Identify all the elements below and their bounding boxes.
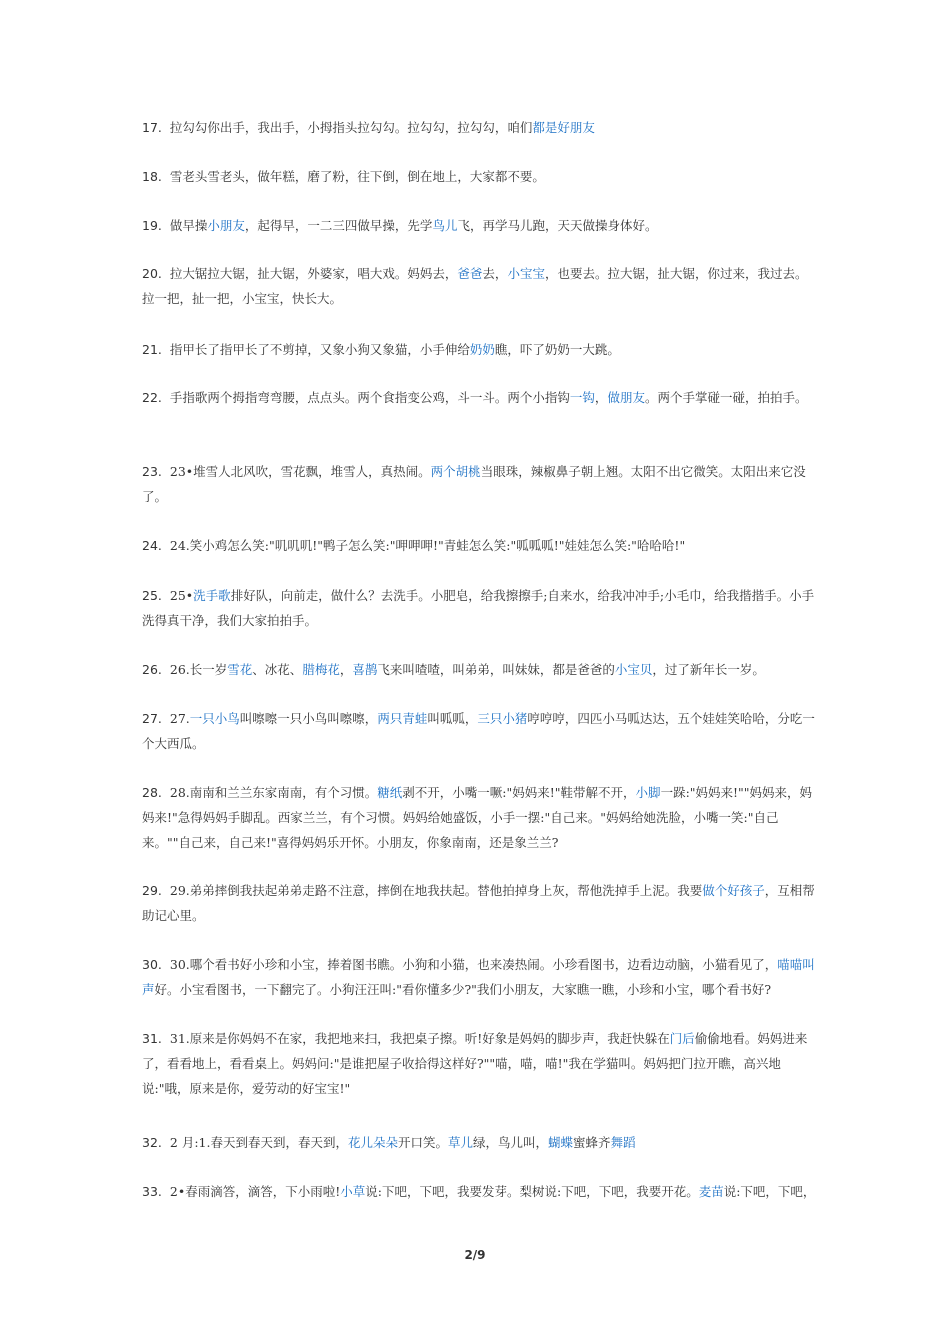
list-item (142, 1179, 817, 1204)
list-item (142, 261, 817, 311)
item-text: ， (594, 390, 608, 405)
item-text: 24.笑小鸡怎么笑:"叽叽叽!"鸭子怎么笑:"呷呷呷!"青蛙怎么笑:"呱呱呱!"娃娃怎么笑:"哈哈哈!" (169, 538, 686, 553)
item-text: 说:下吧，下吧， (723, 1184, 816, 1199)
item-text: 一跺:"妈妈来!""妈妈来，妈妈来!"急得妈妈手脚乱。西家兰兰，有个习惯。妈妈给她盛饭，小手一摆:"自己来。"妈妈给她洗脸，小嘴一笑:"自己来。""自己来，自己来!"喜得妈妈乐开怀。小朋友，你象南南，还是象兰兰? (142, 785, 813, 850)
item-text: 瞧，吓了奶奶一大跳。 (494, 342, 620, 357)
highlighted-link[interactable]: 喵喵叫声 (142, 957, 815, 997)
item-text: 飞，再学马儿跑，天天做操身体好。 (457, 218, 658, 233)
item-text: 绿，鸟儿叫， (473, 1135, 549, 1150)
highlighted-link[interactable]: 雪花 (227, 662, 253, 677)
item-number: 23. (142, 464, 162, 479)
item-number: 27. (142, 711, 162, 726)
highlighted-link[interactable]: 糖纸 (377, 785, 403, 800)
highlighted-link[interactable]: 做个好孩子 (702, 883, 765, 898)
highlighted-link[interactable]: 小草 (340, 1184, 366, 1199)
highlighted-link[interactable]: 草儿 (448, 1135, 474, 1150)
item-number: 25. (142, 588, 162, 603)
highlighted-link[interactable]: 小宝宝 (507, 266, 545, 281)
list-item (142, 385, 817, 410)
item-text: 。两个手掌碰一碰，拍拍手。 (644, 390, 808, 405)
item-text: 26.长一岁 (169, 662, 228, 677)
item-text: 手指歌两个拇指弯弯腰，点点头。两个食指变公鸡，斗一斗。两个小指钩 (169, 390, 570, 405)
item-text: 好。小宝看图书，一下翻完了。小狗汪汪叫:"看你懂多少?"我们小朋友，大家瞧一瞧，小珍和小宝，哪个看书好? (154, 982, 772, 997)
item-text: ，也要去。拉大锯，扯大锯，你过来，我过去。拉一把，扯一把，小宝宝，快长大。 (142, 266, 808, 306)
highlighted-link[interactable]: 洗手歌 (193, 588, 231, 603)
highlighted-link[interactable]: 小宝贝 (614, 662, 653, 677)
list-item (142, 213, 817, 238)
item-text: 飞来叫喳喳，叫弟弟，叫妹妹，都是爸爸的 (377, 662, 615, 677)
item-number: 30. (142, 957, 162, 972)
item-text: 23•堆雪人北风吹，雪花飘，堆雪人，真热闹。 (169, 464, 431, 479)
item-text: 蜜蜂齐 (573, 1135, 611, 1150)
item-number: 21. (142, 342, 162, 357)
list-item (142, 533, 817, 558)
item-text: 拉勾勾你出手，我出手，小拇指头拉勾勾。拉勾勾，拉勾勾，咱们 (169, 120, 533, 135)
item-text: 27. (169, 711, 190, 726)
item-text: 2•春雨滴答，滴答，下小雨啦! (169, 1184, 341, 1199)
item-text: 叫呱呱， (427, 711, 478, 726)
highlighted-link[interactable]: 奶奶 (469, 342, 495, 357)
item-text: ， (339, 662, 353, 677)
item-text: 说:下吧，下吧，我要发芽。梨树说:下吧，下吧，我要开花。 (365, 1184, 699, 1199)
list-item (142, 1130, 817, 1155)
item-number: 24. (142, 538, 162, 553)
item-text: 2 月:1.春天到春天到，春天到， (169, 1135, 348, 1150)
highlighted-link[interactable]: 爸爸 (457, 266, 483, 281)
item-text: 30.哪个看书好小珍和小宝，捧着图书瞧。小狗和小猫，也来凑热闹。小珍看图书，边看边动脑，小猫看见了， (169, 957, 778, 972)
list-item (142, 1026, 817, 1101)
page-number: 2/9 (464, 1248, 486, 1262)
item-text: 雪老头雪老头，做年糕，磨了粉，往下倒，倒在地上，大家都不要。 (169, 169, 545, 184)
item-number: 33. (142, 1184, 162, 1199)
highlighted-link[interactable]: 一钩 (569, 390, 595, 405)
item-number: 31. (142, 1031, 162, 1046)
highlighted-link[interactable]: 小朋友 (207, 218, 245, 233)
list-item (142, 115, 817, 140)
item-number: 26. (142, 662, 162, 677)
item-number: 19. (142, 218, 162, 233)
item-number: 17. (142, 120, 162, 135)
highlighted-link[interactable]: 两只青蛙 (377, 711, 428, 726)
list-item (142, 164, 817, 189)
list-item (142, 706, 817, 756)
item-text: 做早操 (169, 218, 208, 233)
highlighted-link[interactable]: 舞蹈 (610, 1135, 636, 1150)
item-number: 32. (142, 1135, 162, 1150)
item-text: 去， (482, 266, 508, 281)
highlighted-link[interactable]: 两个胡桃 (430, 464, 481, 479)
highlighted-link[interactable]: 蝴蝶 (548, 1135, 574, 1150)
item-text: ，过了新年长一岁。 (652, 662, 765, 677)
item-text: 哼哼哼，四匹小马呱达达，五个娃娃笑哈哈，分吃一个大西瓜。 (142, 711, 815, 751)
item-text: 叫嚓嚓一只小鸟叫嚓嚓， (239, 711, 378, 726)
item-text: 29.弟弟摔倒我扶起弟弟走路不注意，摔倒在地我扶起。替他拍掉身上灰，帮他洗掉手上泥。我要 (169, 883, 703, 898)
item-text: 25• (169, 588, 194, 603)
list-item (142, 952, 817, 1002)
list-item (142, 657, 817, 682)
item-text: 剥不开，小嘴一噘:"妈妈来!"鞋带解不开， (402, 785, 636, 800)
highlighted-link[interactable]: 做朋友 (607, 390, 645, 405)
item-number: 28. (142, 785, 162, 800)
item-text: 当眼珠，辣椒鼻子朝上翘。太阳不出它微笑。太阳出来它没了。 (142, 464, 806, 504)
item-text: ，互相帮助记心里。 (142, 883, 815, 923)
list-item (142, 878, 817, 928)
item-text: 偷偷地看。妈妈进来了，看看地上，看看桌上。妈妈问:"是谁把屋子收拾得这样好?""喵，喵，喵!"我在学猫叫。妈妈把门拉开瞧，高兴地说:"哦，原来是你，爱劳动的好宝宝!" (142, 1031, 808, 1096)
item-text: 指甲长了指甲长了不剪掉，又象小狗又象猫，小手伸给 (169, 342, 470, 357)
highlighted-link[interactable]: 花儿朵朵 (347, 1135, 398, 1150)
highlighted-link[interactable]: 麦苗 (698, 1184, 724, 1199)
item-text: ，起得早，一二三四做早操，先学 (244, 218, 433, 233)
highlighted-link[interactable]: 门后 (669, 1031, 695, 1046)
item-text: 排好队，向前走，做什么？去洗手。小肥皂，给我擦擦手;自来水，给我冲冲手;小毛巾，给我揩揩手。小手洗得真干净，我们大家拍拍手。 (142, 588, 815, 628)
list-item (142, 337, 817, 362)
item-text: 拉大锯拉大锯，扯大锯，外婆家，唱大戏。妈妈去， (169, 266, 458, 281)
item-text: 28.南南和兰兰东家南南，有个习惯。 (169, 785, 378, 800)
list-item (142, 459, 817, 509)
highlighted-link[interactable]: 腊梅花 (302, 662, 340, 677)
highlighted-link[interactable]: 小脚 (635, 785, 661, 800)
highlighted-link[interactable]: 喜鹊 (352, 662, 378, 677)
item-number: 22. (142, 390, 162, 405)
item-text: 、冰花、 (252, 662, 303, 677)
highlighted-link[interactable]: 一只小鸟 (189, 711, 240, 726)
item-number: 18. (142, 169, 162, 184)
list-item (142, 780, 817, 855)
list-item (142, 583, 817, 633)
highlighted-link[interactable]: 都是好朋友 (532, 120, 595, 135)
highlighted-link[interactable]: 鸟儿 (432, 218, 458, 233)
item-number: 29. (142, 883, 162, 898)
highlighted-link[interactable]: 三只小猪 (477, 711, 528, 726)
item-text: 开口笑。 (397, 1135, 448, 1150)
item-text: 31.原来是你妈妈不在家，我把地来扫，我把桌子擦。听!好象是妈妈的脚步声，我赶快躲在 (169, 1031, 670, 1046)
item-number: 20. (142, 266, 162, 281)
